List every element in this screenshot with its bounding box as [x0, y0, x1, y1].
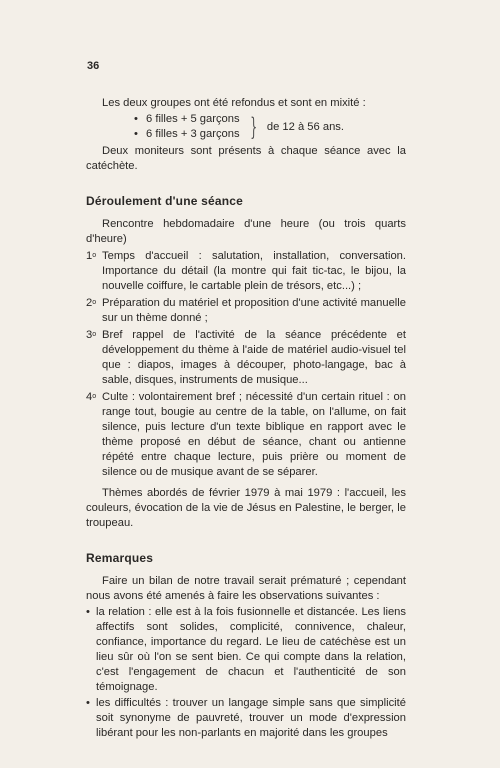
remark-item [86, 696, 406, 741]
remark-text: les difficultés : trouver un langage simple sans que simplicité soit synonyme de pauvreté, trouver un mode d'expression libérant pour les non-parlants en majorité dans les groupes [96, 697, 406, 739]
step-item [86, 390, 406, 480]
moniteurs-paragraph: Deux moniteurs sont présents à chaque séance avec la catéchète. [86, 145, 406, 172]
intro-paragraph: Les deux groupes ont été refondus et sont en mixité : [102, 97, 366, 109]
step-number: 3$^o$ [86, 329, 97, 341]
rencontre-paragraph: Rencontre hebdomadaire d'une heure (ou trois quarts d'heure) [86, 218, 406, 245]
remark-item [86, 605, 406, 695]
groups-items [134, 112, 240, 142]
step-text: Bref rappel de l'activité de la séance précédente et développement du thème à l'aide de matériel audio-visuel tel que : diapos, images à découper, photo-langage, bac à sable, disques, instruments de musique... [102, 329, 406, 386]
groups-list [86, 112, 406, 142]
bullet-glyph: • [86, 697, 90, 709]
step-text: Culte : volontairement bref ; nécessité d'un certain rituel : on range tout, bougie au centre de la table, on l'allume, on fait silence, puis lecture d'un texte biblique en rapport avec le thème proposé en début de séance, chant ou antienne répété entre chaque lecture, puis prière ou moment de silence ou de musique avant de se séparer. [102, 391, 406, 478]
step-item [86, 296, 406, 326]
step-number: 4$^o$ [86, 391, 97, 403]
group-item: • 6 filles + 3 garçons [134, 127, 240, 142]
group-item: • 6 filles + 5 garçons [134, 112, 240, 127]
bullet-glyph: • [86, 606, 90, 618]
remark-text: la relation : elle est à la fois fusionnelle et distancée. Les liens affectifs sont solides, complicité, connivence, chaleur, confiance, importance du regard. Le lieu de catéchèse est un lieu sûr où l'on se sent bien. Ce qui compte dans la relation, c'est l'engagement de chacun et l'authenticité de son témoignage. [96, 606, 406, 693]
step-item [86, 249, 406, 294]
step-text: Préparation du matériel et proposition d'une activité manuelle sur un thème donné ; [102, 297, 406, 324]
section-title-remarques: Remarques [86, 551, 154, 565]
bilan-paragraph: Faire un bilan de notre travail serait prématuré ; cependant nous avons été amenés à faire les observations suivantes : [86, 575, 406, 602]
section-title-deroulement: Déroulement d'une séance [86, 194, 244, 208]
step-text: Temps d'accueil : salutation, installation, conversation. Importance du détail (la montre qui fait tic-tac, le bijou, la nouvelle coiffure, le cartable plein de trésors, etc...) ; [102, 250, 406, 292]
age-range: de 12 à 56 ans. [266, 120, 345, 133]
step-item [86, 328, 406, 388]
page-content [86, 96, 406, 741]
themes-paragraph: Thèmes abordés de février 1979 à mai 1979 : l'accueil, les couleurs, évocation de la vie de Jésus en Palestine, le berger, le troupeau. [86, 487, 406, 529]
page-number: 36 [87, 60, 100, 72]
step-number: 1$^o$ [86, 250, 97, 262]
step-number: 2$^o$ [86, 297, 97, 309]
brace-glyph: } [249, 113, 257, 141]
